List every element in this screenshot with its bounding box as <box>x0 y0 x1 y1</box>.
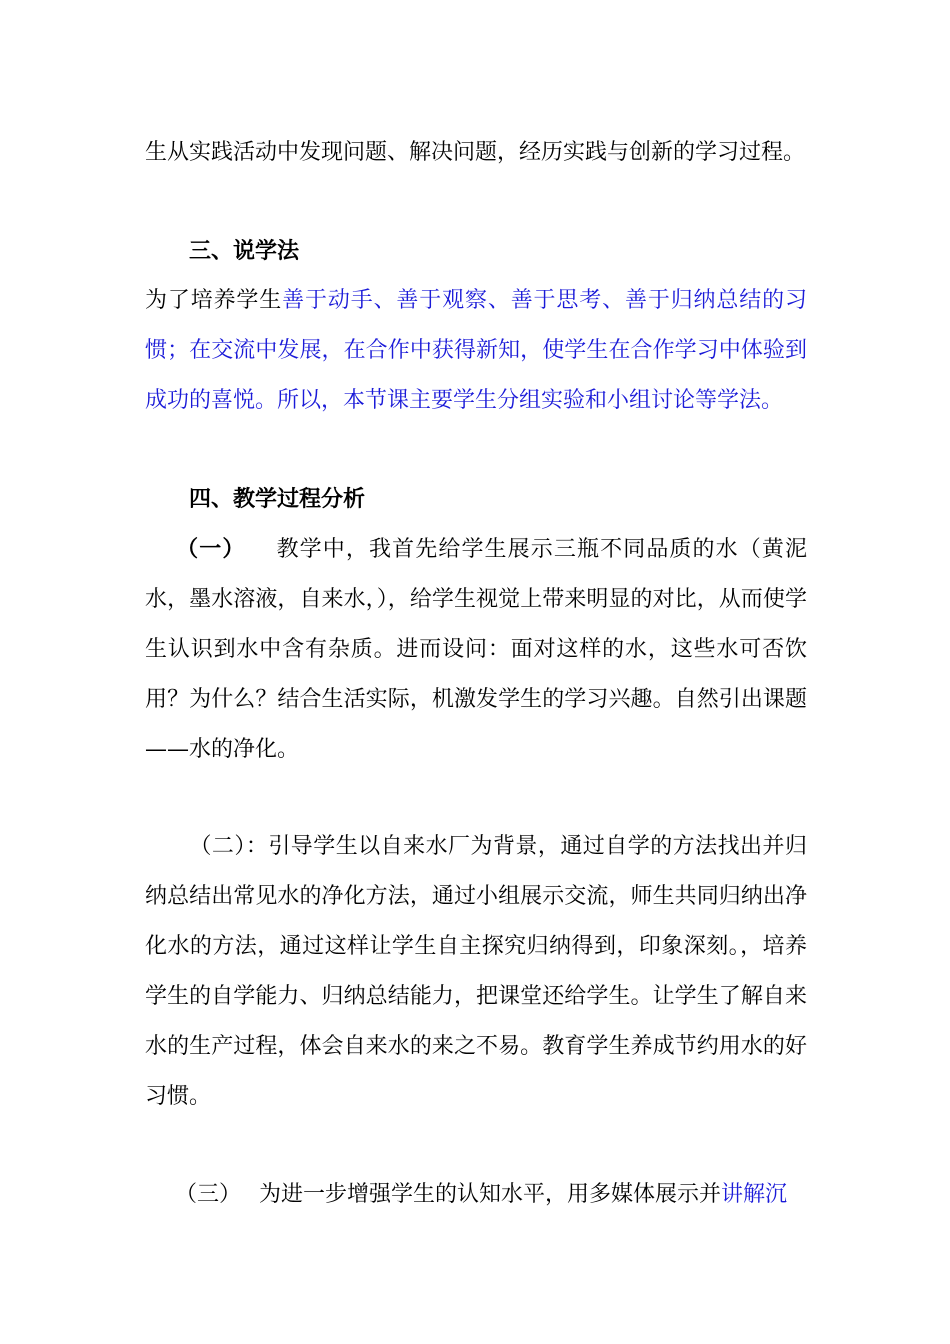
paragraph-text: 生从实践活动中发现问题、解决问题，经历实践与创新的学习过程。 <box>145 140 806 165</box>
paragraph-text: 为进一步增强学生的认知水平，用多媒体展示并 <box>259 1182 722 1207</box>
paragraph-study-method <box>145 276 807 426</box>
paragraph-lead-text: 为了培养学生 <box>145 288 283 313</box>
paragraph-text: 教学中，我首先给学生展示三瓶不同品质的水（黄泥水，墨水溶液，自来水，），给学生视觉上带来明显的对比，从而使学生认识到水中含有杂质。进而设问：面对这样的水，这些水可否饮用？为什么？结合生活实际，机激发学生的学习兴趣。自然引出课题——水的净化。 <box>145 537 807 762</box>
step-marker: （三） <box>175 1182 242 1207</box>
highlighted-text: 善于动手、善于观察、善于思考、善于归纳总结的习惯；在交流中发展，在合作中获得新知，使学生在合作学习中体验到成功的喜悦。所以，本节课主要学生分组实验和小组讨论等学法。 <box>145 288 807 413</box>
paragraph-text: （二）：引导学生以自来水厂为背景，通过自学的方法找出并归纳总结出常见水的净化方法，通过小组展示交流，师生共同归纳出净化水的方法，通过这样让学生自主探究归纳得到，印象深刻。，培养学生的自学能力、归纳总结能力，把课堂还给学生。让学生了解自来水的生产过程，体会自来水的来之不易。教育学生养成节约用水的好习惯。 <box>145 834 807 1109</box>
paragraph-step-two <box>145 822 807 1122</box>
section-heading-study-method: 三、说学法 <box>189 238 300 264</box>
section-heading-teaching-process: 四、教学过程分析 <box>189 486 366 512</box>
highlighted-text: 讲解沉 <box>721 1182 788 1207</box>
paragraph-continuation <box>145 128 807 178</box>
paragraph-step-one <box>145 524 807 775</box>
step-marker: （一） <box>175 536 246 562</box>
paragraph-step-three <box>145 1170 807 1220</box>
